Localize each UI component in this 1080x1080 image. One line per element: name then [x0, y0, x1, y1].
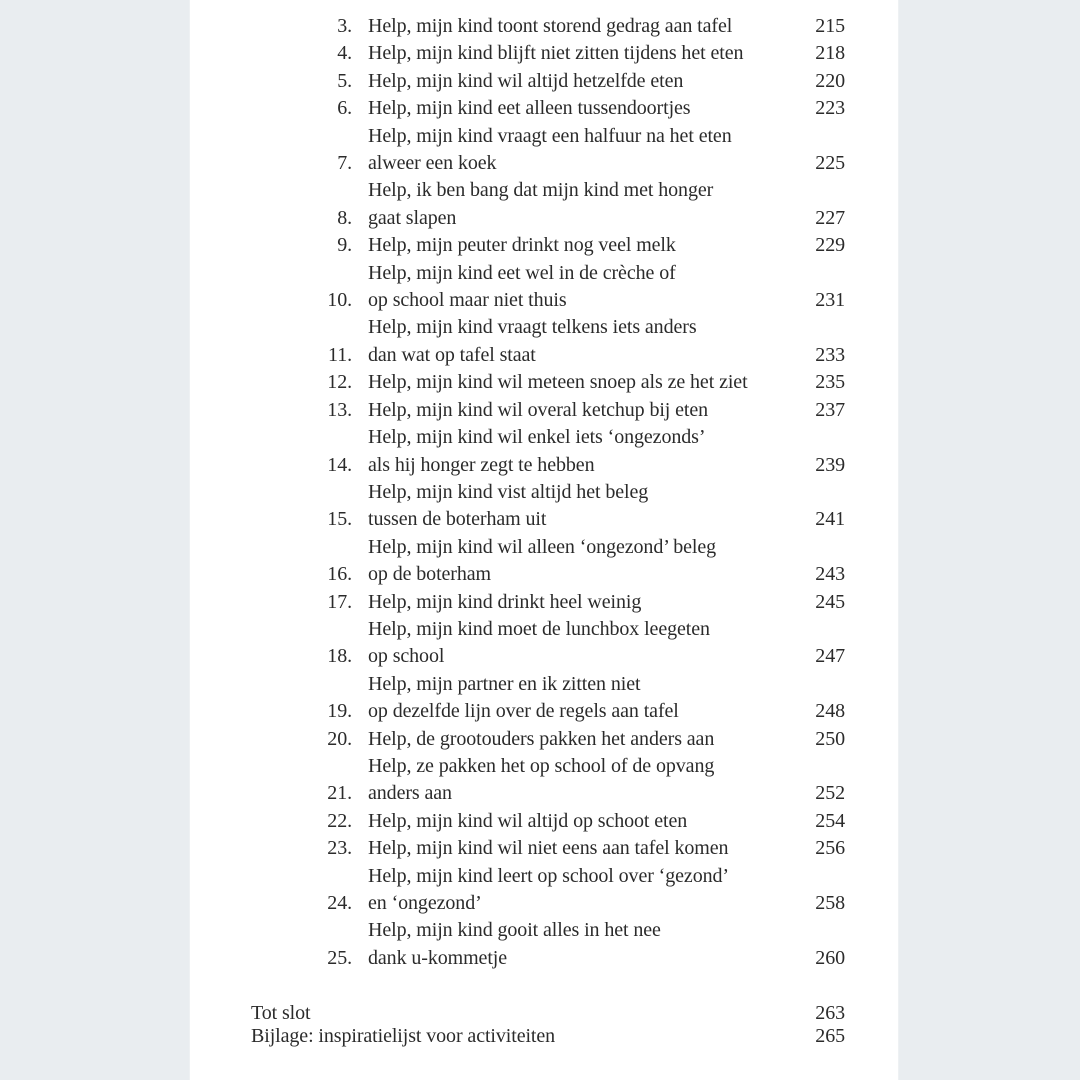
toc-entry	[319, 726, 845, 753]
toc-entry-title	[368, 671, 803, 726]
toc-backmatter-page: 263	[815, 1001, 845, 1024]
toc-entry-title	[368, 232, 803, 259]
toc-entry-title	[368, 589, 803, 616]
toc-entry-page: 233	[815, 343, 845, 366]
toc-entry-title	[368, 835, 803, 862]
toc-entry-title	[368, 13, 803, 40]
toc-entry-title	[368, 863, 803, 918]
toc-entry-title	[368, 40, 803, 67]
toc-entry-page: 254	[815, 809, 845, 832]
toc-entry-line: Help, mijn kind wil alleen ‘ongezond’ beleg	[368, 535, 717, 558]
toc-entry-page: 215	[815, 15, 845, 37]
toc-entry-line: Help, mijn peuter drinkt nog veel melk	[368, 234, 676, 257]
toc-entry-line: Help, ze pakken het op school of de opvang	[368, 754, 715, 777]
toc-entry-page: 231	[815, 289, 845, 312]
toc-entry-line: Help, mijn kind drinkt heel weinig	[368, 590, 642, 613]
toc-entry-title	[368, 616, 803, 671]
toc-entry-number: 24.	[327, 892, 352, 914]
toc-entry-line: Help, mijn kind vist altijd het beleg	[368, 480, 649, 503]
toc-entry-page: 243	[815, 563, 845, 586]
toc-entry-title	[368, 753, 803, 808]
toc-entry-number: 9.	[337, 234, 352, 257]
toc-entry-number: 19.	[327, 700, 352, 723]
toc-entry-line: tussen de boterham uit	[368, 508, 547, 531]
toc-entry-line: anders aan	[368, 782, 452, 805]
toc-entry	[319, 260, 845, 315]
toc-entry-title	[368, 917, 803, 972]
toc-entry-page: 218	[815, 42, 845, 65]
toc-entry-line: als hij honger zegt te hebben	[368, 453, 595, 476]
toc-entry-line: Help, mijn kind wil altijd op schoot eten	[368, 809, 688, 832]
toc-backmatter-entry	[251, 1000, 845, 1027]
toc-entry	[319, 369, 845, 396]
toc-entry	[319, 40, 845, 67]
toc-entry-title	[368, 808, 803, 835]
toc-entry	[319, 863, 845, 918]
toc-entry-line: Help, mijn kind blijft niet zitten tijdens het eten	[368, 42, 744, 65]
toc-entry-line: Help, mijn kind vraagt telkens iets anders	[368, 316, 697, 339]
toc-entry	[319, 589, 845, 616]
toc-entry-number: 13.	[327, 398, 352, 421]
toc-entry	[319, 177, 845, 232]
toc-entry-title	[368, 369, 803, 396]
toc-entry-number: 25.	[327, 946, 352, 969]
toc-entry-line: op de boterham	[368, 563, 492, 586]
toc-entry-page: 229	[815, 234, 845, 257]
table-of-contents	[190, 0, 898, 1050]
toc-entry-page: 223	[815, 97, 845, 120]
toc-entry-page: 250	[815, 727, 845, 750]
toc-entry-line: Help, mijn kind vraagt een halfuur na het eten	[368, 124, 732, 147]
toc-entry-line: Help, mijn kind wil overal ketchup bij eten	[368, 398, 709, 421]
toc-entry-title	[368, 177, 803, 232]
toc-entry-number: 6.	[337, 97, 352, 120]
toc-entry-number: 4.	[337, 42, 352, 65]
toc-entry	[319, 534, 845, 589]
toc-entry-line: Help, mijn kind toont storend gedrag aan tafel	[368, 15, 733, 37]
toc-entry-title	[368, 479, 803, 534]
toc-entry	[319, 397, 845, 424]
toc-entry	[319, 232, 845, 259]
toc-entry-page: 256	[815, 837, 845, 860]
toc-entry-number: 7.	[337, 152, 352, 175]
toc-entry-line: Help, mijn kind eet wel in de crèche of	[368, 261, 676, 284]
toc-entry-number: 8.	[337, 206, 352, 229]
toc-entry	[319, 13, 845, 40]
toc-entry	[319, 123, 845, 178]
toc-entry-line: alweer een koek	[368, 152, 497, 175]
toc-entry	[319, 616, 845, 671]
toc-entry-title	[368, 726, 803, 753]
toc-entry-number: 23.	[327, 837, 352, 860]
toc-entry	[319, 424, 845, 479]
toc-entry-number: 11.	[328, 343, 352, 366]
toc-entry-page: 237	[815, 398, 845, 421]
toc-entry-title	[368, 424, 803, 479]
toc-entry	[319, 808, 845, 835]
toc-entry-line: Help, mijn kind eet alleen tussendoortjes	[368, 97, 691, 120]
toc-entry-page: 241	[815, 508, 845, 531]
toc-entry-number: 16.	[327, 563, 352, 586]
toc-entry	[319, 671, 845, 726]
toc-entry-line: Help, mijn kind wil altijd hetzelfde eten	[368, 69, 684, 92]
toc-entry-page: 247	[815, 645, 845, 668]
toc-entry-page: 227	[815, 206, 845, 229]
toc-entry-line: op school maar niet thuis	[368, 289, 567, 312]
toc-entry-title	[368, 95, 803, 122]
toc-entry	[319, 753, 845, 808]
toc-entry-number: 12.	[327, 371, 352, 394]
toc-entry-line: gaat slapen	[368, 206, 457, 229]
toc-entry-page: 220	[815, 69, 845, 92]
toc-entry-line: Help, mijn kind leert op school over ‘gezond’	[368, 864, 729, 887]
toc-entry-line: Help, mijn partner en ik zitten niet	[368, 672, 641, 695]
toc-entry	[319, 835, 845, 862]
toc-entry-number: 5.	[337, 69, 352, 92]
toc-backmatter-label: Bijlage: inspiratielijst voor activiteiten	[251, 1027, 556, 1047]
toc-entry	[319, 95, 845, 122]
toc-entry-line: Help, mijn kind wil enkel iets ‘ongezonds’	[368, 426, 706, 449]
book-page	[189, 0, 899, 1080]
toc-entry-page: 235	[815, 371, 845, 394]
toc-entry-page: 258	[815, 892, 845, 914]
toc-backmatter-page: 265	[815, 1027, 845, 1047]
toc-entry-number: 21.	[327, 782, 352, 805]
toc-entry-line: dan wat op tafel staat	[368, 343, 536, 366]
toc-entry	[319, 479, 845, 534]
toc-entry-number: 10.	[327, 289, 352, 312]
toc-entry-page: 260	[815, 946, 845, 969]
toc-backmatter-entry	[251, 1027, 845, 1050]
toc-entry-line: Help, de grootouders pakken het anders aan	[368, 727, 715, 750]
toc-entry-line: op dezelfde lijn over de regels aan tafel	[368, 700, 679, 723]
toc-entry-line: op school	[368, 645, 445, 668]
toc-entry-number: 18.	[327, 645, 352, 668]
toc-entry-number: 17.	[327, 590, 352, 613]
toc-entry-line: en ‘ongezond’	[368, 892, 482, 914]
toc-entry-line: Help, ik ben bang dat mijn kind met honger	[368, 179, 714, 202]
toc-backmatter-label: Tot slot	[251, 1001, 311, 1024]
toc-entry	[319, 68, 845, 95]
toc-chapter-list	[251, 13, 845, 972]
toc-entry-line: Help, mijn kind gooit alles in het nee	[368, 919, 661, 942]
toc-entry	[319, 917, 845, 972]
toc-entry-line: Help, mijn kind wil meteen snoep als ze het ziet	[368, 371, 748, 394]
toc-entry-number: 3.	[337, 15, 352, 37]
toc-entry-line: Help, mijn kind wil niet eens aan tafel komen	[368, 837, 729, 860]
toc-entry-title	[368, 68, 803, 95]
toc-entry-page: 252	[815, 782, 845, 805]
toc-entry-number: 14.	[327, 453, 352, 476]
toc-entry-page: 248	[815, 700, 845, 723]
toc-entry-line: Help, mijn kind moet de lunchbox leegeten	[368, 617, 710, 640]
toc-entry-line: dank u-kommetje	[368, 946, 508, 969]
toc-entry	[319, 314, 845, 369]
toc-entry-page: 239	[815, 453, 845, 476]
toc-backmatter-list	[251, 1000, 845, 1050]
toc-entry-title	[368, 534, 803, 589]
toc-entry-number: 22.	[327, 809, 352, 832]
toc-entry-title	[368, 314, 803, 369]
toc-entry-title	[368, 397, 803, 424]
toc-entry-number: 20.	[327, 727, 352, 750]
toc-entry-page: 225	[815, 152, 845, 175]
toc-entry-title	[368, 123, 803, 178]
toc-entry-page: 245	[815, 590, 845, 613]
toc-entry-number: 15.	[327, 508, 352, 531]
toc-entry-title	[368, 260, 803, 315]
